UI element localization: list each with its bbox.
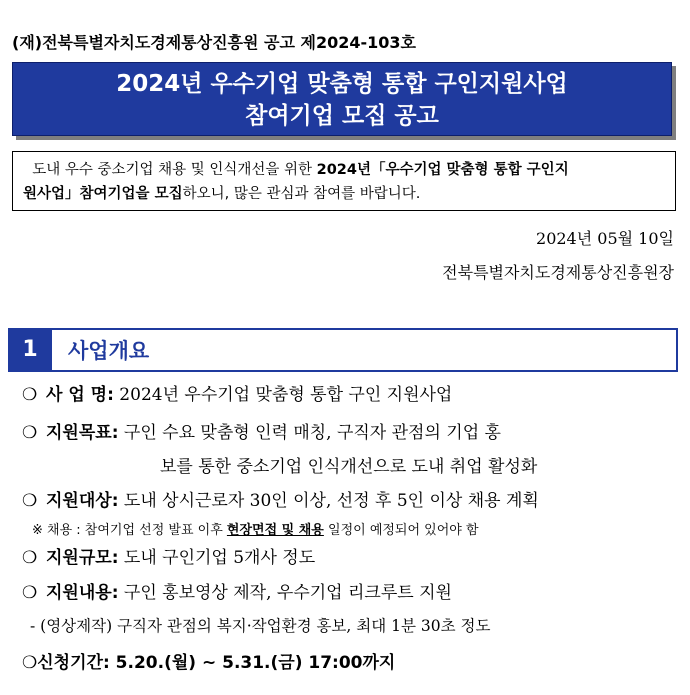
item-label: 신청기간: bbox=[37, 653, 110, 673]
item-value: 도내 구인기업 5개사 정도 bbox=[118, 548, 316, 568]
intro-box bbox=[12, 151, 676, 211]
title-line-1: 2024년 우수기업 맞춤형 통합 구인지원사업 bbox=[116, 71, 568, 97]
item-project-name bbox=[22, 380, 452, 405]
circle-bullet-icon: ❍ bbox=[22, 385, 38, 405]
item-scale bbox=[22, 543, 315, 568]
video-production-detail: - (영상제작) 구직자 관점의 복지·작업환경 홍보, 최대 1분 30초 정도 bbox=[30, 617, 491, 635]
intro-text: 도내 우수 중소기업 채용 및 인식개선을 위한 bbox=[32, 162, 317, 178]
circle-bullet-icon: ❍ bbox=[22, 491, 38, 511]
item-label: 지원내용: bbox=[46, 583, 119, 603]
section-header bbox=[8, 328, 678, 372]
item-content bbox=[22, 578, 452, 603]
intro-line-2 bbox=[23, 182, 665, 206]
section-number: 1 bbox=[8, 328, 52, 372]
notice-number: (재)전북특별자치도경제통상진흥원 공고 제2024-103호 bbox=[12, 33, 417, 52]
issuer-name: 전북특별자치도경제통상진흥원장 bbox=[442, 263, 674, 282]
circle-bullet-icon: ❍ bbox=[22, 548, 38, 568]
item-label: 지원목표: bbox=[46, 423, 119, 443]
item-value: 5.20.(월) ~ 5.31.(금) 17:00까지 bbox=[109, 653, 396, 673]
item-label: 지원규모: bbox=[46, 548, 119, 568]
intro-emphasis: 2024년「우수기업 맞춤형 통합 구인지 bbox=[316, 162, 569, 178]
circle-bullet-icon: ❍ bbox=[22, 423, 38, 443]
item-value: 구인 홍보영상 제작, 우수기업 리크루트 지원 bbox=[118, 583, 452, 603]
item-label: 지원대상: bbox=[46, 491, 119, 511]
intro-text: 하오니, 많은 관심과 참여를 바랍니다. bbox=[182, 186, 421, 202]
intro-line-1 bbox=[23, 158, 665, 182]
item-label: 사 업 명: bbox=[46, 385, 114, 405]
item-value: 2024년 우수기업 맞춤형 통합 구인 지원사업 bbox=[113, 385, 453, 405]
note-text: 일정이 예정되어 있어야 함 bbox=[323, 523, 479, 538]
circle-bullet-icon: ❍ bbox=[22, 583, 38, 603]
hiring-note bbox=[32, 519, 479, 538]
item-value: 도내 상시근로자 30인 이상, 선정 후 5인 이상 채용 계획 bbox=[118, 491, 539, 511]
title-line-2: 참여기업 모집 공고 bbox=[245, 103, 439, 129]
note-text: ※ 채용 : 참여기업 선정 발표 이후 bbox=[32, 523, 227, 538]
item-value: 구인 수요 맞춤형 인력 매칭, 구직자 관점의 기업 홍 bbox=[118, 423, 501, 443]
item-target bbox=[22, 486, 539, 511]
note-emphasis: 현장면접 및 채용 bbox=[226, 523, 324, 538]
item-goal-continued: 보를 통한 중소기업 인식개선으로 도내 취업 활성화 bbox=[160, 457, 538, 477]
section-title: 사업개요 bbox=[68, 339, 150, 363]
title-banner bbox=[12, 62, 672, 136]
notice-date: 2024년 05월 10일 bbox=[536, 229, 674, 248]
circle-bullet-icon: ❍ bbox=[22, 653, 38, 673]
item-application-period bbox=[22, 648, 395, 673]
intro-emphasis: 원사업」참여기업을 모집 bbox=[23, 186, 183, 202]
item-goal bbox=[22, 418, 501, 443]
